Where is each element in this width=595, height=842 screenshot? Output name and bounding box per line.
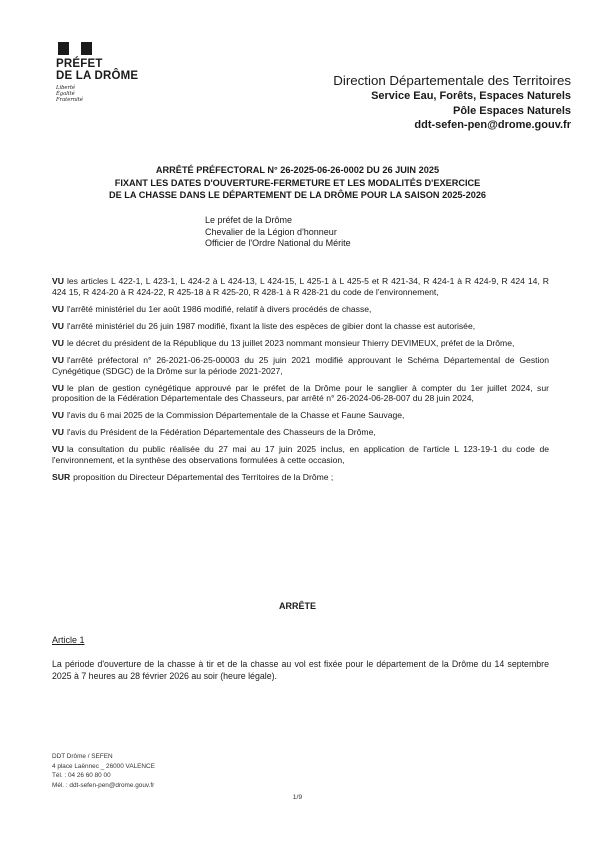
- consideration-text: l'arrêté ministériel du 26 juin 1987 modifié, fixant la liste des espèces de gibier dont la chasse est autorisée,: [66, 320, 476, 331]
- article-text: La période d'ouverture de la chasse à tir et de la chasse au vol est fixée pour le département de la Drôme du 14 septembre 2025 à 7 heures au 28 février 2026 au soir (heure légale).: [52, 659, 549, 681]
- service-email: ddt-sefen-pen@drome.gouv.fr: [414, 119, 571, 131]
- authority-block: [205, 215, 351, 250]
- title-line1: ARRÊTÉ PRÉFECTORAL N° 26-2025-06-26-0002 DU 26 JUIN 2025: [155, 165, 440, 175]
- consideration-text: l'avis du 6 mai 2025 de la Commission Départementale de la Chasse et Faune Sauvage,: [66, 410, 405, 421]
- consideration-keyword: VU: [52, 337, 64, 348]
- consideration-text: la consultation du public réalisée du 27 mai au 17 juin 2025 inclus, en application de l'article L 123-19-1 du code de l'environnement, et la synthèse des observations formulées à cette occasion,: [52, 444, 549, 466]
- pole-name: Pôle Espaces Naturels: [452, 104, 571, 117]
- article-title: Article 1: [52, 635, 85, 645]
- consideration-keyword: VU: [52, 427, 64, 438]
- prefecture-logo: [56, 42, 166, 104]
- motto-fraternite: Fraternité: [56, 97, 83, 104]
- footer-line: Mél. : ddt-sefen-pen@drome.gouv.fr: [52, 781, 155, 789]
- consideration-text: le plan de gestion cynégétique approuvé par le préfet de la Drôme pour le sanglier à compter du 1er juillet 2024, sur proposition de la Fédération Départementale des Chasseurs, par arrêté n° 26-2024-06-28-007 du 28 juin 2024,: [52, 382, 549, 404]
- consideration-item: [52, 444, 549, 466]
- consideration-item: [52, 427, 549, 438]
- consideration-keyword: VU: [52, 410, 64, 421]
- consideration-keyword: VU: [52, 354, 64, 365]
- republic-motto: [56, 85, 166, 104]
- authority-line: Officier de l'Ordre National du Mérite: [205, 238, 351, 248]
- direction-name: Direction Départementale des Territoires: [333, 73, 571, 88]
- consideration-item: [52, 276, 549, 298]
- consideration-text: le décret du président de la République du 13 juillet 2023 nommant monsieur Thierry DEVIMEUX, préfet de la Drôme,: [66, 337, 515, 348]
- page-number: 1/9: [292, 794, 303, 801]
- footer-line: Tél. : 04 26 60 80 00: [52, 772, 111, 779]
- authority-line: Chevalier de la Légion d'honneur: [205, 226, 337, 237]
- footer-line: 4 place Laënnec _ 26000 VALENCE: [52, 762, 155, 770]
- prefecture-name: [56, 58, 166, 82]
- footer-line: DDT Drôme / SEFEN: [52, 753, 113, 760]
- consideration-item: [52, 338, 549, 349]
- consideration-keyword: VU: [52, 320, 64, 331]
- consideration-text: les articles L 422-1, L 423-1, L 424-2 à L 424-13, L 424-15, L 425-1 à L 425-5 et R 421-34, R 424-1 à R 424-9, R 424 14, R 424 15, R 424-20 à R 424-22, R 425-18 à R 425-20, R 428-1 à R 428-21 du code de l'environnement,: [52, 276, 549, 297]
- consideration-text: l'arrêté préfectoral n° 26-2021-06-25-00003 du 25 juin 2021 modifié approuvant le Schéma Départemental de Gestion Cynégétique (SDGC) de la Drôme sur la période 2021-2027,: [52, 354, 549, 376]
- consideration-item: [52, 355, 549, 377]
- title-line3: DE LA CHASSE DANS LE DÉPARTEMENT DE LA DRÔME POUR LA SAISON 2025-2026: [108, 190, 487, 200]
- prefecture-name-line1: PRÉFET: [56, 58, 103, 70]
- title-line2: FIXANT LES DATES D'OUVERTURE-FERMETURE ET LES MODALITÉS D'EXERCICE: [114, 177, 481, 188]
- motto-liberte: Liberté: [56, 85, 76, 91]
- consideration-text: l'avis du Président de la Fédération Départementale des Chasseurs de la Drôme,: [66, 427, 376, 438]
- consideration-text: proposition du Directeur Départemental des Territoires de la Drôme ;: [73, 472, 334, 483]
- consideration-keyword: VU: [52, 382, 64, 393]
- motto-egalite: Égalité: [56, 91, 75, 98]
- service-name: Service Eau, Forêts, Espaces Naturels: [371, 90, 571, 102]
- prefecture-name-line2: DE LA DRÔME: [56, 70, 139, 82]
- issuing-service: [333, 73, 571, 133]
- considerations-list: [52, 276, 549, 489]
- consideration-keyword: SUR: [52, 472, 71, 483]
- consideration-item: [52, 383, 549, 405]
- consideration-keyword: VU: [52, 276, 64, 286]
- footer-contact: [52, 752, 155, 790]
- consideration-text: l'arrêté ministériel du 1er août 1986 modifié, relatif à divers procédés de chasse,: [66, 303, 372, 314]
- consideration-keyword: VU: [52, 303, 64, 314]
- consideration-item: [52, 410, 549, 421]
- arrete-heading: ARRÊTE: [278, 601, 316, 611]
- consideration-keyword: VU: [52, 444, 64, 455]
- consideration-item: [52, 472, 549, 483]
- consideration-item: [52, 304, 549, 315]
- consideration-item: [52, 321, 549, 332]
- marianne-flag-icon: [58, 42, 92, 55]
- document-title: [40, 164, 555, 202]
- authority-line: Le préfet de la Drôme: [205, 215, 293, 225]
